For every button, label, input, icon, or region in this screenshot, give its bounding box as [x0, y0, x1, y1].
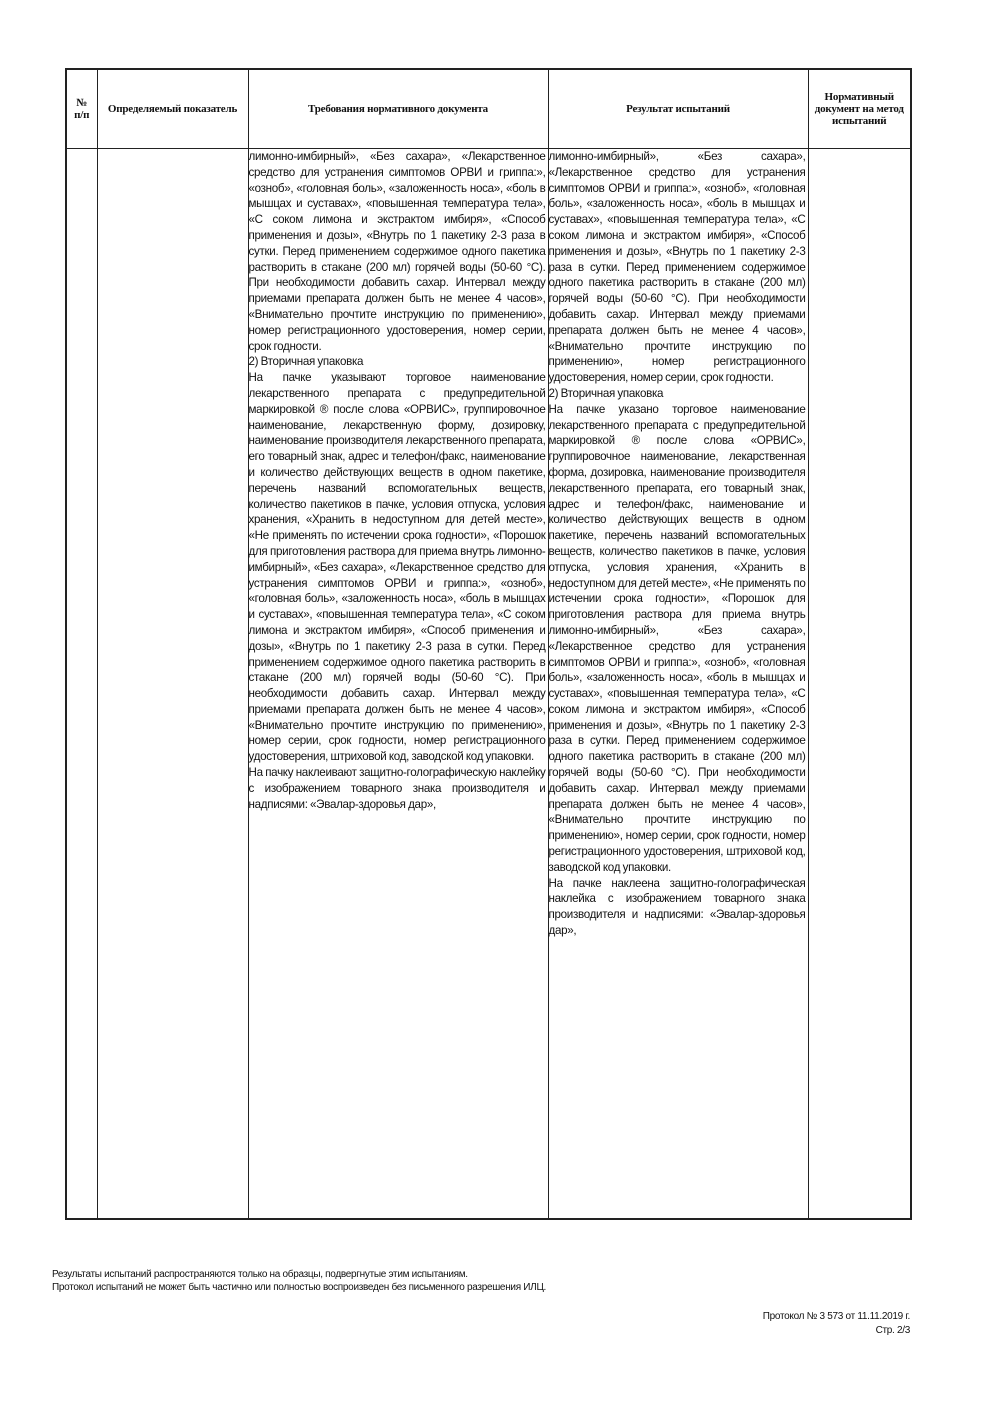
cell-number [66, 149, 97, 1220]
cell-indicator [97, 149, 248, 1220]
test-results-table [65, 68, 912, 1220]
page-number: Стр. 2/3 [875, 1325, 910, 1336]
header-number: № п/п [66, 69, 97, 149]
cell-requirements [248, 149, 548, 1220]
cell-result [548, 149, 808, 1220]
requirements-text: лимонно-имбирный», «Без сахара», «Лекарственное средство для устранения симптомов ОРВИ и гриппа:», «озноб», «головная боль», «заложенность носа», «боль в мышцах и суставах», «повышенная температура тела», «С соком лимона и экстрактом имбиря», «Способ применения и дозы», «Внутрь по 1 пакетику 2-3 раза в сутки. Перед применением содержимое одного пакетика растворить в стакане (200 мл) горячей воды (50-60 °С). При необходимости добавить сахар. Интервал между приемами препарата должен быть не менее 4 часов», «Внимательно прочтите инструкцию по применению», номер регистрационного удостоверения, номер серии, срок годности. 2) Вторичная упаковка На пачке указывают торговое наименование лекарственного препарата с предупредительной маркировкой ® после слова «ОРВИС», группировочное наименование, лекарственную форму, дозировку, наименование производителя лекарственного препарата, его товарный знак, адрес и телефон/факс, наименование и количество действующих веществ в одном пакетике, перечень названий вспомогательных веществ, количество пакетиков в пачке, условия отпуска, условия хранения, «Хранить в недоступном для детей месте», «Не применять по истечении срока годности», «Порошок для приготовления раствора для приема внутрь лимонно-имбирный», «Без сахара», «Лекарственное средство для устранения симптомов ОРВИ и гриппа:», «озноб», «головная боль», «заложенность носа», «боль в мышцах и суставах», «повышенная температура тела», «С соком лимона и экстрактом имбиря», «Способ применения и дозы», «Внутрь по 1 пакетику 2-3 раза в сутки. Перед применением содержимое одного пакетика растворить в стакане (200 мл) горячей воды (50-60 °С). При необходимости добавить сахар. Интервал между приемами препарата должен быть не менее 4 часов», «Внимательно прочтите инструкцию по применению», номер серии, срок годности, номер регистрационного удостоверения, штриховой код, заводской код упаковки. На пачку наклеивают защитно-голографическую наклейку с изображением товарного знака производителя и надписями: «Эвалар-здоровья дар», [248, 150, 546, 811]
table-header-row [66, 69, 911, 149]
header-requirements: Требования нормативного документа [248, 69, 548, 149]
cell-method-document [808, 149, 911, 1220]
header-result: Результат испытаний [548, 69, 808, 149]
protocol-number: Протокол № 3 573 от 11.11.2019 г. [762, 1311, 910, 1322]
footer-note-reproduction: Протокол испытаний не может быть частично или полностью воспроизведен без письменного разрешения ИЛЦ. [52, 1282, 547, 1293]
protocol-info [763, 1310, 910, 1338]
header-method-document: Нормативный документ на метод испытаний [808, 69, 911, 149]
result-text: лимонно-имбирный», «Без сахара», «Лекарственное средство для устранения симптомов ОРВИ и гриппа:», «озноб», «головная боль», «заложенность носа», «боль в мышцах и суставах», «повышенная температура тела», «С соком лимона и экстрактом имбиря», «Способ применения и дозы», «Внутрь по 1 пакетику 2-3 раза в сутки. Перед применением содержимое одного пакетика растворить в стакане (200 мл) горячей воды (50-60 °С). При необходимости добавить сахар. Интервал между приемами препарата должен быть не менее 4 часов», «Внимательно прочтите инструкцию по применению», номер регистрационного удостоверения, номер серии, срок годности. 2) Вторичная упаковка На пачке указано торговое наименование лекарственного препарата с предупредительной маркировкой ® после слова «ОРВИС», группировочное наименование, лекарственная форма, дозировка, наименование производителя лекарственного препарата, его товарный знак, адрес и телефон/факс, наименование и количество действующих веществ в одном пакетике, перечень названий вспомогательных веществ, количество пакетиков в пачке, условия отпуска, условия хранения, «Хранить в недоступном для детей месте», «Не применять по истечении срока годности», «Порошок для приготовления раствора для приема внутрь лимонно-имбирный», «Без сахара», «Лекарственное средство для устранения симптомов ОРВИ и гриппа:», «озноб», «головная боль», «заложенность носа», «боль в мышцах и суставах», «повышенная температура тела», «С соком лимона и экстрактом имбиря», «Способ применения и дозы», «Внутрь по 1 пакетику 2-3 раза в сутки. Перед применением содержимое одного пакетика растворить в стакане (200 мл) горячей воды (50-60 °С). При необходимости добавить сахар. Интервал между приемами препарата должен быть не менее 4 часов», «Внимательно прочтите инструкцию по применению», номер серии, срок годности, номер регистрационного удостоверения, штриховой код, заводской код упаковки. На пачке наклеена защитно-голографическая наклейка с изображением товарного знака производителя и надписями: «Эвалар-здоровья дар», [548, 150, 806, 938]
header-indicator: Определяемый показатель [97, 69, 248, 149]
footer-notes [52, 1268, 752, 1294]
footer-note-scope: Результаты испытаний распространяются только на образцы, подвергнутые этим испытаниям. [52, 1269, 468, 1280]
table-row [66, 149, 911, 1220]
